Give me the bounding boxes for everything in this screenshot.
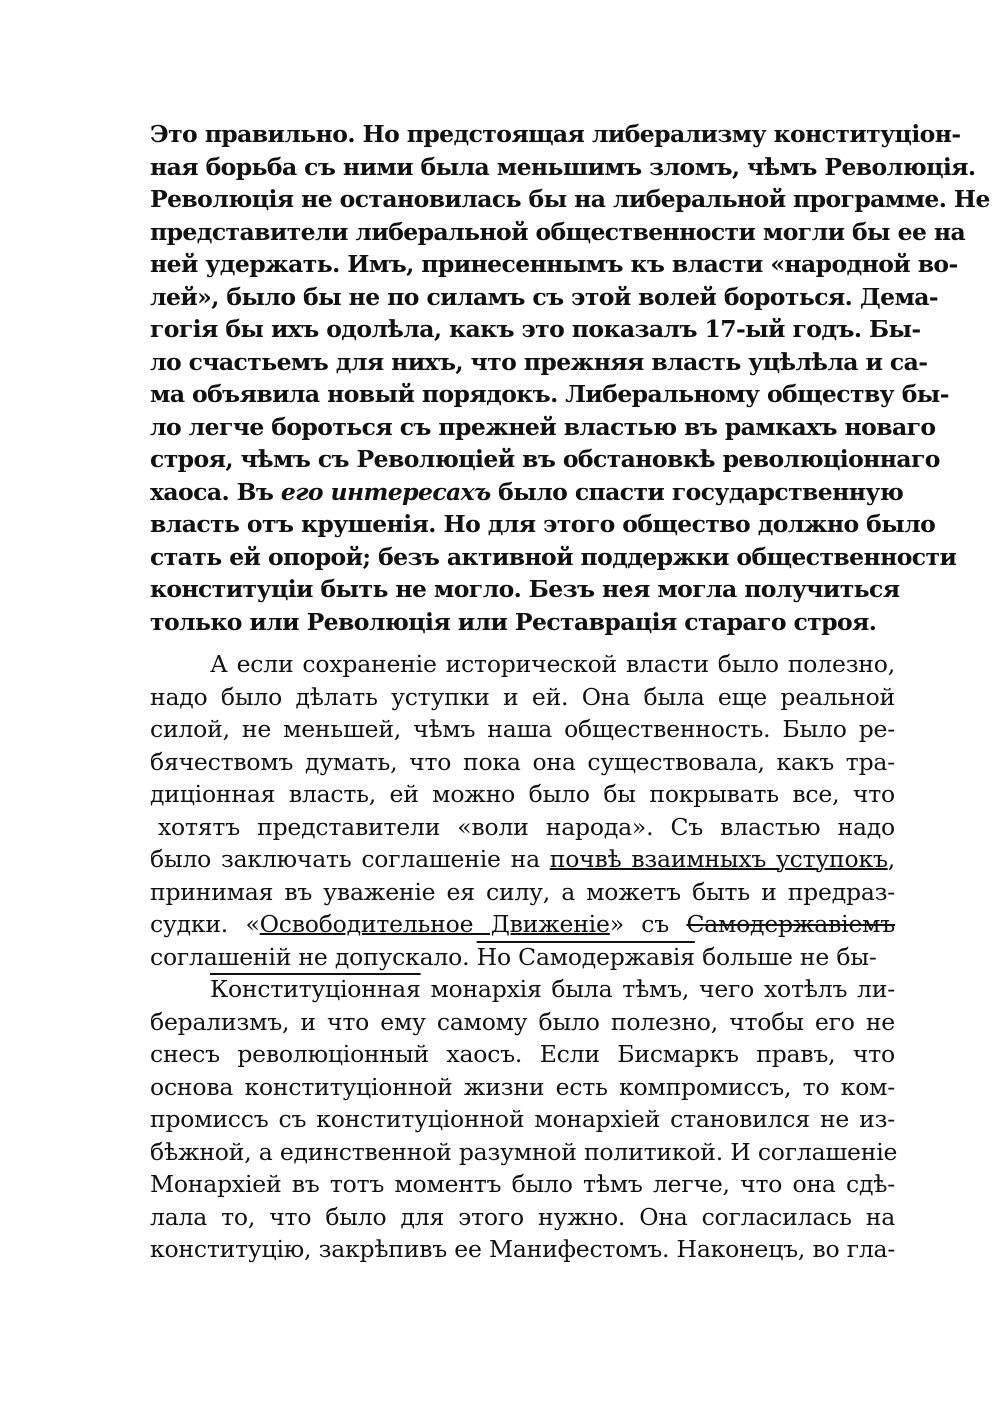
text-line: гогія бы ихъ одолѣла, какъ это показалъ 17-ый годъ. Бы-	[150, 315, 921, 343]
text-line: Монархіей въ тотъ моментъ было тѣмъ легче, что она сдѣ-	[150, 1170, 895, 1198]
text-line: ма объявила новый порядокъ. Либеральному обществу бы-	[150, 380, 949, 408]
handwritten-underline-phrase: Освободительное Движеніе	[259, 910, 610, 938]
handwritten-overline-phrase: Конституціонная	[210, 975, 421, 1003]
text-line: строя, чѣмъ съ Революціей въ обстановкѣ революціоннаго	[150, 445, 940, 473]
text-run: ,	[887, 845, 895, 873]
text-line: стать ей опорой; безъ активной поддержки общественности	[150, 542, 957, 571]
text-line: хотятъ представители «воли народа». Съ властью надо	[158, 812, 895, 841]
text-line: ная борьба съ ними была меньшимъ зломъ, чѣмъ Революція.	[150, 152, 976, 181]
text-line: представители либеральной общественности могли бы ее на	[150, 217, 966, 246]
text-line: диціонная власть, ей можно было бы покрывать все, что	[150, 780, 895, 808]
text-line: Это правильно. Но предстоящая либерализму конституціон-	[150, 120, 961, 148]
text-run: монархія была тѣмъ, чего хотѣлъ ли-	[420, 975, 895, 1003]
text-line: лей», было бы не по силамъ съ этой волей бороться. Дема-	[150, 282, 939, 311]
text-line: берализмъ, и что ему самому было полезно, чтобы его не	[150, 1007, 895, 1036]
text-line: конституціи быть не могло. Безъ нея могла получиться	[150, 575, 900, 603]
text-line: снесъ революціонный хаосъ. Если Бисмаркъ правъ, что	[150, 1040, 895, 1068]
text-line: промиссъ съ конституціонной монархіей становился не из-	[150, 1105, 895, 1133]
text-run: больше не бы-	[694, 942, 877, 971]
text-line: Революція не остановилась бы на либеральной программе. Не	[150, 185, 990, 213]
body-text	[150, 118, 990, 1266]
handwritten-underline-phrase: почвѣ взаимныхъ уступокъ	[549, 845, 888, 873]
text-line: лала то, что было для этого нужно. Она согласилась на	[150, 1202, 895, 1231]
text-line: основа конституціонной жизни есть компромиссъ, то ком-	[150, 1072, 895, 1101]
text-line: надо было дѣлать уступки и ей. Она была еще реальной	[150, 682, 895, 711]
text-run: было заключать соглашеніе на	[150, 845, 550, 873]
text-line: власть отъ крушенія. Но для этого общество должно было	[150, 510, 936, 538]
text-line: ней удержать. Имъ, принесеннымъ къ власти «народной во-	[150, 250, 958, 278]
text-run: соглашеній не допускало.	[150, 942, 477, 971]
text-line-with-mark	[150, 973, 895, 1006]
text-line: силой, не меньшей, чѣмъ наша общественность. Было ре-	[150, 715, 895, 743]
text-line-with-strike	[150, 941, 895, 974]
text-run: » съ	[609, 910, 687, 938]
text-line: бѣжной, а единственной разумной политикой. И соглашеніе	[150, 1137, 898, 1166]
text-line: принимая въ уваженіе ея силу, а можетъ быть и предраз-	[150, 877, 895, 906]
text-run: хаоса. Въ	[150, 477, 281, 506]
text-line: конституцію, закрѣпивъ ее Манифестомъ. Наконецъ, во гла-	[150, 1235, 896, 1263]
text-line: А если сохраненіе исторической власти было полезно,	[210, 650, 895, 678]
text-line-with-italic	[150, 476, 904, 509]
text-line: бячествомъ думать, что пока она существовала, какъ тра-	[150, 747, 895, 776]
handwritten-overline-phrase: Но Самодержавія	[476, 942, 695, 971]
handwritten-strike-phrase: Самодержавіемъ	[686, 910, 895, 938]
text-line-with-underline	[150, 843, 895, 876]
paragraph-2	[150, 648, 898, 1266]
text-line: только или Революція или Реставрація стараго строя.	[150, 607, 877, 636]
paragraph-gap	[150, 638, 895, 648]
italic-phrase: его интересахъ	[280, 477, 491, 506]
text-run: судки. «	[150, 910, 260, 938]
text-run: было спасти государственную	[490, 477, 904, 506]
paragraph-1	[150, 118, 990, 638]
text-line: ло счастьемъ для нихъ, что прежняя власть уцѣлѣла и са-	[150, 347, 928, 376]
text-line-with-marks	[150, 908, 895, 941]
text-line: ло легче бороться съ прежней властью въ рамкахъ новаго	[150, 412, 936, 441]
